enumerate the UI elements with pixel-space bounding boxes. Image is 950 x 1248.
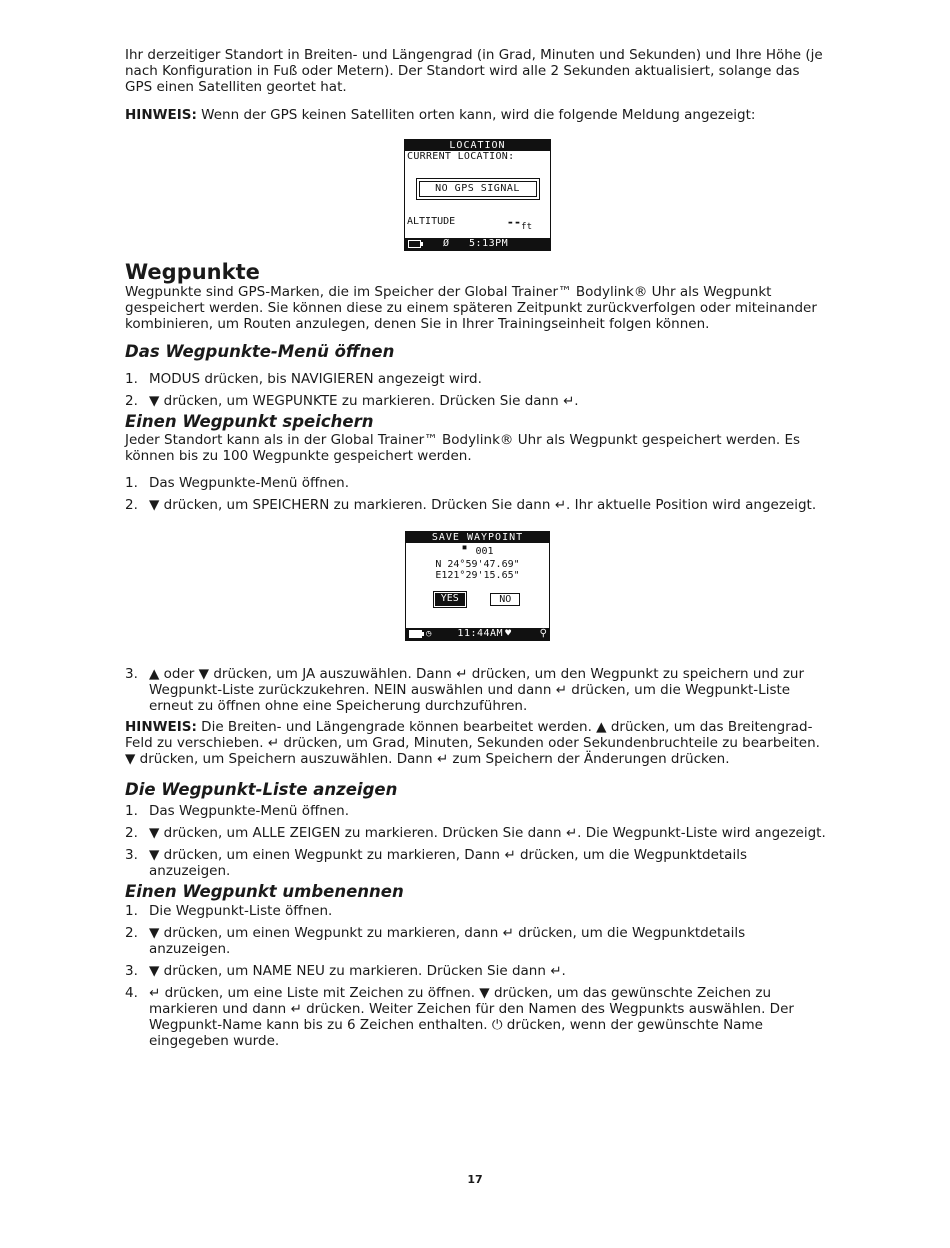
save-heading: Einen Wegpunkt speichern xyxy=(125,412,374,431)
location-screen xyxy=(404,139,551,251)
rename-heading: Einen Wegpunkt umbenennen xyxy=(125,882,404,901)
open-menu-heading: Das Wegpunkte-Menü öffnen xyxy=(125,342,395,361)
stopwatch-icon: ◷ xyxy=(426,629,432,639)
note-edit-coordinates xyxy=(125,719,830,767)
note-text: Wenn der GPS keinen Satelliten orten kann, wird die folgende Meldung angezeigt: xyxy=(196,107,756,123)
choice-row xyxy=(406,593,549,606)
note-no-gps xyxy=(125,107,830,123)
list-item: 1. Das Wegpunkte-Menü öffnen. xyxy=(125,475,350,491)
clock-time: 5:13PM xyxy=(469,238,509,249)
save-steps xyxy=(125,475,830,513)
list-steps xyxy=(125,803,830,879)
save-steps-continued xyxy=(125,666,830,714)
note-text: Die Breiten- und Längengrade können bearbeitet werden. ▲ drücken, um das Breitengrad-Feld zu verschieben. ↵ drücken, um Grad, Minuten, Sekunden oder Sekundenbruchteile zu bearbeiten. ▼ drücken, um Speichern auszuwählen. Dann ↵ zum Speichern der Änderungen drücken. xyxy=(125,719,820,767)
no-gps-message: NO GPS SIGNAL xyxy=(435,183,520,194)
list-item: 2. ▼ drücken, um einen Wegpunkt zu markieren, dann ↵ drücken, um die Wegpunktdetails anzuzeigen. xyxy=(125,925,746,957)
list-item: 1. MODUS drücken, bis NAVIGIEREN angezeigt wird. xyxy=(125,371,482,387)
list-item: 1. Die Wegpunkt-Liste öffnen. xyxy=(125,903,333,919)
longitude: E121°29'15.65" xyxy=(435,570,520,581)
intro-paragraph: Ihr derzeitiger Standort in Breiten- und Längengrad (in Grad, Minuten und Sekunden) und Ihre Höhe (je nach Konfiguration in Fuß oder Metern). Der Standort wird alle 2 Sekunden aktualisiert, solange das GPS einen Satelliten geortet hat. xyxy=(125,47,823,95)
latitude: N 24°59'47.69" xyxy=(435,559,520,570)
heart-icon: ♥ xyxy=(505,628,512,639)
yes-option[interactable]: YES xyxy=(435,593,465,606)
list-item: 2. ▼ drücken, um SPEICHERN zu markieren. Drücken Sie dann ↵. Ihr aktuelle Position wird angezeigt. xyxy=(125,497,817,513)
altitude-unit: ft xyxy=(521,222,532,232)
note-lead: HINWEIS: xyxy=(125,107,197,123)
save-intro: Jeder Standort kann als in der Global Trainer™ Bodylink® Uhr als Wegpunkt gespeichert werden. Es können bis zu 100 Wegpunkte gespeichert werden. xyxy=(125,432,801,464)
list-item: 2. ▼ drücken, um ALLE ZEIGEN zu markieren. Drücken Sie dann ↵. Die Wegpunkt-Liste wird angezeigt. xyxy=(125,825,826,841)
altitude-label: ALTITUDE xyxy=(407,216,456,227)
altitude-value: -- xyxy=(506,215,522,229)
save-waypoint-screen-wrap xyxy=(125,531,830,641)
list-item: 2. ▼ drücken, um WEGPUNKTE zu markieren. Drücken Sie dann ↵. xyxy=(125,393,579,409)
list-item: 3. ▼ drücken, um einen Wegpunkt zu markieren, Dann ↵ drücken, um die Wegpunktdetails anzuzeigen. xyxy=(125,847,747,879)
waypoint-number: 001 xyxy=(475,546,494,557)
location-screen-wrap xyxy=(125,139,830,251)
no-option[interactable]: NO xyxy=(490,593,520,606)
altitude-row xyxy=(407,216,532,233)
screen-title: LOCATION xyxy=(405,140,550,151)
section-intro: Wegpunkte sind GPS-Marken, die im Speicher der Global Trainer™ Bodylink® Uhr als Wegpunkt gespeichert werden. Sie können diese zu einem späteren Zeitpunkt zurückverfolgen oder miteinander kombinieren, um Routen anzulegen, denen Sie in Ihrer Trainingseinheit folgen können. xyxy=(125,284,817,332)
no-satellite-icon: Ø xyxy=(443,238,450,249)
battery-icon xyxy=(409,630,422,638)
list-heading: Die Wegpunkt-Liste anzeigen xyxy=(125,780,398,799)
waypoint-dot-icon: ▪ xyxy=(461,542,468,553)
section-title: Wegpunkte xyxy=(125,260,260,284)
rename-steps xyxy=(125,903,830,1049)
status-bar xyxy=(406,628,549,640)
current-location-label: CURRENT LOCATION: xyxy=(407,151,515,162)
list-item: 4. ↵ drücken, um eine Liste mit Zeichen zu öffnen. ▼ drücken, um das gewünschte Zeichen zu markieren und dann ↵ drücken. Weiter Zeichen für den Namen des Wegpunkts auswählen. Der Wegpunkt-Name kann bis zu 6 Zeichen enthalten. ⏻ drücken, wenn der gewünschte Name eingegeben wurde. xyxy=(125,985,794,1049)
runner-icon: ⚲ xyxy=(539,628,547,639)
page-content xyxy=(125,47,830,1055)
list-item: 3. ▼ drücken, um NAME NEU zu markieren. Drücken Sie dann ↵. xyxy=(125,963,566,979)
save-waypoint-screen xyxy=(405,531,550,641)
page-number: 17 xyxy=(467,1173,483,1186)
waypoint-number-row xyxy=(406,542,549,559)
list-item: 3. ▲ oder ▼ drücken, um JA auszuwählen. Dann ↵ drücken, um den Wegpunkt zu speichern und zur Wegpunkt-Liste zurückzukehren. NEIN auswählen und dann ↵ drücken, um die Wegpunkt-Liste erneut zu öffnen ohne eine Speicherung durchzuführen. xyxy=(125,666,805,714)
status-bar xyxy=(405,238,550,250)
battery-icon xyxy=(408,240,421,248)
clock-time: 11:44AM xyxy=(457,628,504,639)
note-lead: HINWEIS: xyxy=(125,719,197,735)
no-gps-box xyxy=(416,178,540,200)
open-menu-steps xyxy=(125,371,830,409)
screen-title: SAVE WAYPOINT xyxy=(406,532,549,543)
list-item: 1. Das Wegpunkte-Menü öffnen. xyxy=(125,803,350,819)
